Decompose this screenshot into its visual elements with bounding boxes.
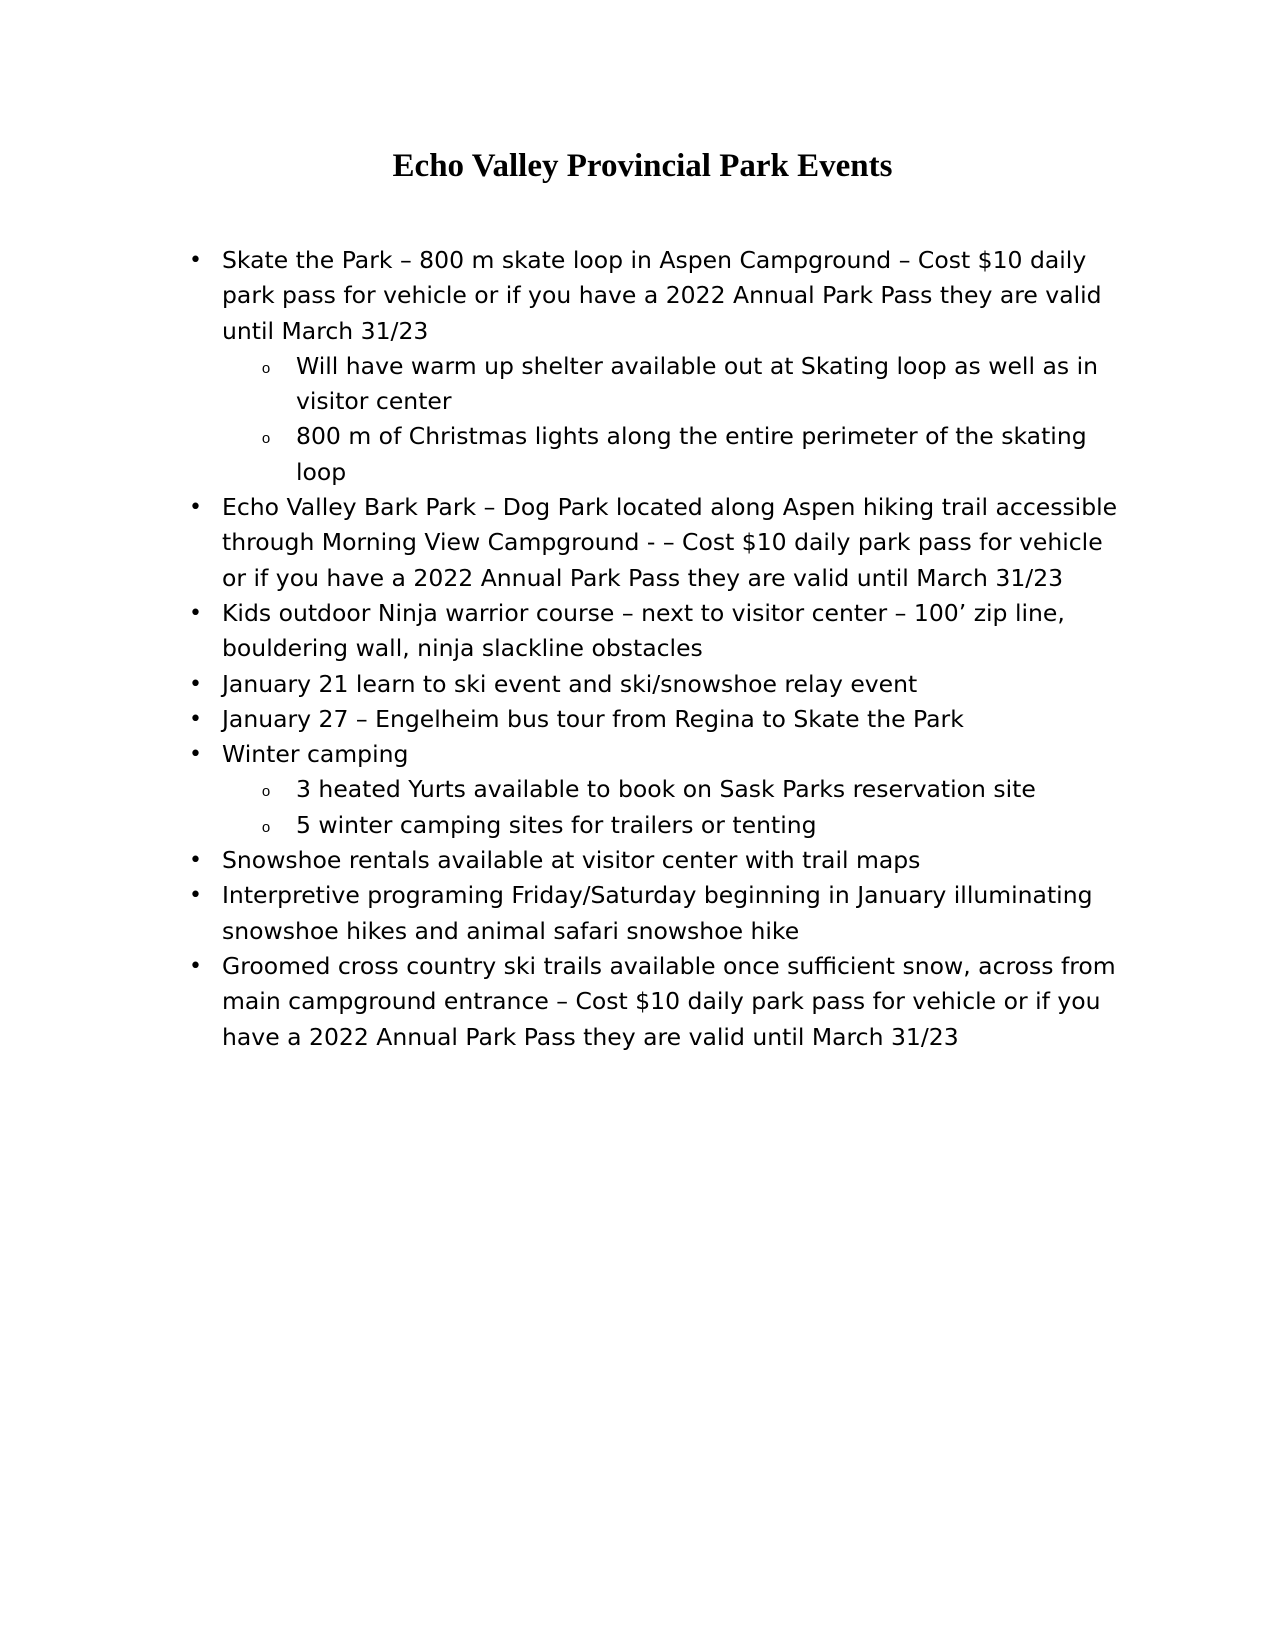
list-item-text: Skate the Park – 800 m skate loop in Aspen Campground – Cost $10 daily park pass for vehicle or if you have a 2022 Annual Park Pass they are valid until March 31/23	[222, 246, 1102, 345]
list-item-text: Groomed cross country ski trails available once sufficient snow, across from main campground entrance – Cost $10 daily park pass for vehicle or if you have a 2022 Annual Park Pass they are valid until March 31/23	[222, 951, 1116, 1051]
sub-list-item	[261, 772, 1132, 807]
bullet-icon: •	[189, 706, 202, 732]
sub-list-item	[261, 808, 1132, 843]
sub-list-item	[261, 419, 1132, 490]
list-item	[189, 737, 1132, 843]
bullet-icon: •	[189, 495, 202, 521]
bullet-icon: •	[189, 671, 202, 697]
list-item-text: Echo Valley Bark Park – Dog Park located along Aspen hiking trail accessible through Morning View Campground - – Cost $10 daily park pass for vehicle or if you have a 2022 Annual Park Pass they are valid until March 31/23	[222, 493, 1118, 592]
events-list	[189, 243, 1132, 1055]
list-item	[189, 843, 1132, 878]
bullet-icon: •	[189, 848, 202, 874]
list-item-text: Interpretive programing Friday/Saturday beginning in January illuminating snowshoe hikes and animal safari snowshoe hike	[222, 881, 1093, 945]
sub-list-item-text: 800 m of Christmas lights along the entire perimeter of the skating loop	[296, 422, 1087, 486]
list-item-text: Winter camping	[222, 740, 409, 769]
document-title: Echo Valley Provincial Park Events	[392, 148, 893, 184]
list-item	[189, 949, 1132, 1055]
list-item	[189, 702, 1132, 737]
sub-list	[222, 772, 1132, 843]
sub-list-item-text: Will have warm up shelter available out at Skating loop as well as in visitor center	[296, 351, 1098, 416]
list-item-text: Snowshoe rentals available at visitor center with trail maps	[222, 846, 921, 875]
sub-list-item-text: 3 heated Yurts available to book on Sask Parks reservation site	[296, 775, 1036, 804]
bullet-icon: •	[189, 953, 202, 979]
bullet-icon: •	[189, 248, 202, 273]
hollow-bullet-icon: o	[261, 359, 271, 377]
list-item	[189, 243, 1132, 490]
list-item-text: January 27 – Engelheim bus tour from Regina to Skate the Park	[222, 704, 964, 733]
bullet-icon: •	[189, 883, 202, 909]
sub-list-item-text: 5 winter camping sites for trailers or tenting	[296, 810, 817, 839]
sub-list-item	[261, 349, 1132, 420]
list-item-text: January 21 learn to ski event and ski/snowshoe relay event	[222, 669, 918, 698]
bullet-icon: •	[189, 600, 202, 626]
hollow-bullet-icon: o	[261, 818, 271, 836]
list-item	[189, 878, 1132, 949]
list-item	[189, 667, 1132, 702]
hollow-bullet-icon: o	[261, 783, 271, 801]
hollow-bullet-icon: o	[261, 430, 271, 448]
list-item-text: Kids outdoor Ninja warrior course – next to visitor center – 100’ zip line, bouldering wall, ninja slackline obstacles	[222, 598, 1065, 663]
sub-list	[222, 349, 1132, 490]
bullet-icon: •	[189, 742, 202, 768]
list-item	[189, 596, 1132, 667]
list-item	[189, 490, 1132, 596]
